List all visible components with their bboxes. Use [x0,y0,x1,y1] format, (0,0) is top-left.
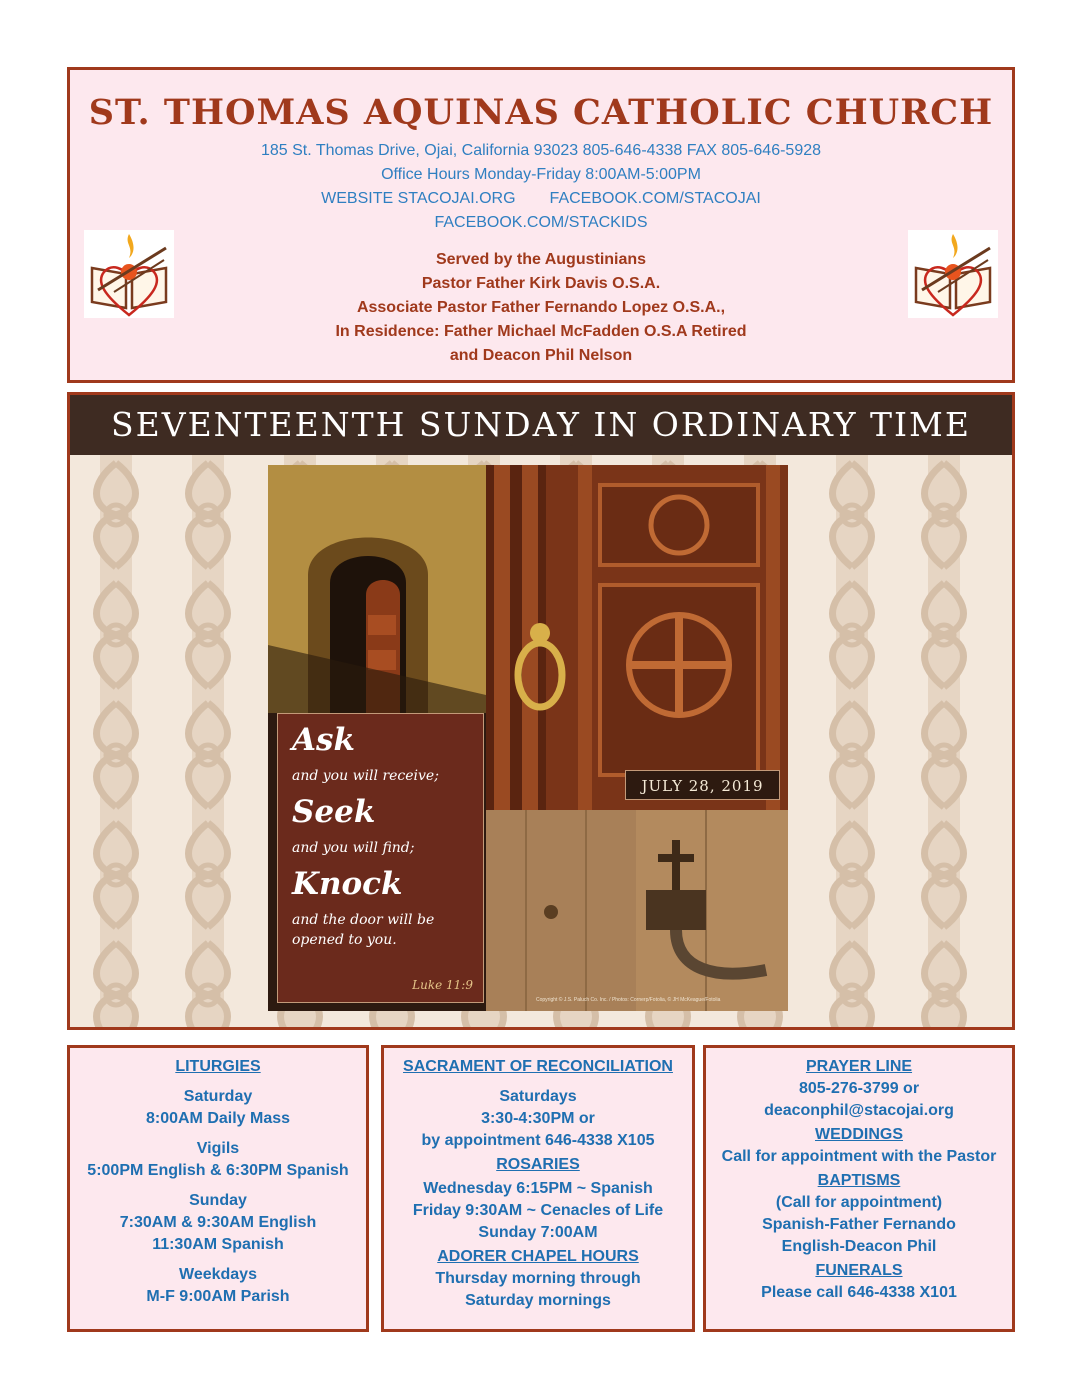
deacon: and Deacon Phil Nelson [449,347,633,364]
vigils-times: 5:00PM English & 6:30PM Spanish [87,1162,349,1179]
served-by: Served by the Augustinians [435,251,647,268]
weddings-text: Call for appointment with the Pastor [721,1148,997,1165]
sunday-english: 7:30AM & 9:30AM English [119,1214,317,1231]
web-links [70,190,1012,208]
verse-seek-line: and you will find; [292,840,415,856]
adorer-line-2: Saturday mornings [465,1292,611,1309]
rosaries-heading: ROSARIES [496,1156,580,1173]
office-hours: Office Hours Monday-Friday 8:00AM-5:00PM [381,166,701,183]
stone-archway-image [268,465,486,713]
church-address: 185 St. Thomas Drive, Ojai, California 93023 805-646-4338 FAX 805-646-5928 [260,142,822,159]
image-copyright: Copyright © J.S. Paluch Co. Inc. / Photos: Cornerp/Fotolia, © JH McKeague/Fotolia [536,997,721,1003]
facebook-link[interactable]: FACEBOOK.COM/STACOJAI [549,190,761,207]
funerals-text: Please call 646-4338 X101 [761,1284,957,1301]
augustinian-flaming-heart-book-icon [84,230,174,318]
liturgies-box [67,1045,369,1332]
church-header [67,67,1015,383]
carved-wooden-door-image [486,465,788,810]
facebook-kids-link[interactable]: FACEBOOK.COM/STACKIDS [434,214,648,231]
bulletin-cover [67,392,1015,1030]
reconciliation-time: 3:30-4:30PM or [481,1110,595,1127]
vigils-label: Vigils [196,1140,240,1157]
verse-ask: Ask [292,722,355,758]
bulletin-date: JULY 28, 2019 [625,770,780,800]
verse-knock: Knock [292,866,403,902]
baptisms-line-1: (Call for appointment) [775,1194,943,1211]
weddings-heading: WEDDINGS [815,1126,903,1143]
prayer-email[interactable]: deaconphil@stacojai.org [764,1102,954,1119]
reconciliation-appointment: by appointment 646-4338 X105 [421,1132,655,1149]
adorer-heading: ADORER CHAPEL HOURS [437,1248,639,1265]
reconciliation-heading: SACRAMENT OF RECONCILIATION [403,1058,673,1075]
sunday-label: Sunday [189,1192,247,1209]
rosary-wednesday: Wednesday 6:15PM ~ Spanish [423,1180,653,1197]
church-name: ST. THOMAS AQUINAS CATHOLIC CHURCH [88,92,994,133]
baptisms-line-3: English-Deacon Phil [781,1238,937,1255]
pastor: Pastor Father Kirk Davis O.S.A. [421,275,661,292]
in-residence: In Residence: Father Michael McFadden O.S.A Retired [335,323,747,340]
verse-knock-line-2: opened to you. [292,932,397,948]
scripture-verse-panel [277,713,484,1003]
baptisms-line-2: Spanish-Father Fernando [762,1216,956,1233]
prayer-phone: 805-276-3799 or [798,1080,920,1097]
reconciliation-saturdays: Saturdays [499,1088,577,1105]
cover-poster [268,465,788,1011]
funerals-heading: FUNERALS [815,1262,903,1279]
weekdays-label: Weekdays [179,1266,257,1283]
saturday-label: Saturday [183,1088,253,1105]
verse-ask-line: and you will receive; [292,768,439,784]
prayer-line-heading: PRAYER LINE [805,1058,913,1075]
augustinian-flaming-heart-book-icon [908,230,998,318]
baptisms-heading: BAPTISMS [817,1172,901,1189]
website-link[interactable]: WEBSITE STACOJAI.ORG [321,190,516,207]
rosary-friday: Friday 9:30AM ~ Cenacles of Life [412,1202,664,1219]
verse-citation: Luke 11:9 [412,978,473,992]
liturgies-heading: LITURGIES [175,1058,261,1075]
sunday-spanish: 11:30AM Spanish [152,1236,284,1253]
prayer-line-box [703,1045,1015,1332]
weekdays-time: M-F 9:00AM Parish [146,1288,290,1305]
verse-seek: Seek [292,794,376,830]
verse-knock-line-1: and the door will be [292,912,435,928]
daily-mass: 8:00AM Daily Mass [145,1110,291,1127]
sunday-title: SEVENTEENTH SUNDAY IN ORDINARY TIME [70,395,1012,455]
adorer-line-1: Thursday morning through [435,1270,641,1287]
rustic-door-handle-image [486,810,788,1011]
rosary-sunday: Sunday 7:00AM [478,1224,598,1241]
reconciliation-box [381,1045,695,1332]
associate-pastor: Associate Pastor Father Fernando Lopez O.S.A., [356,299,726,316]
